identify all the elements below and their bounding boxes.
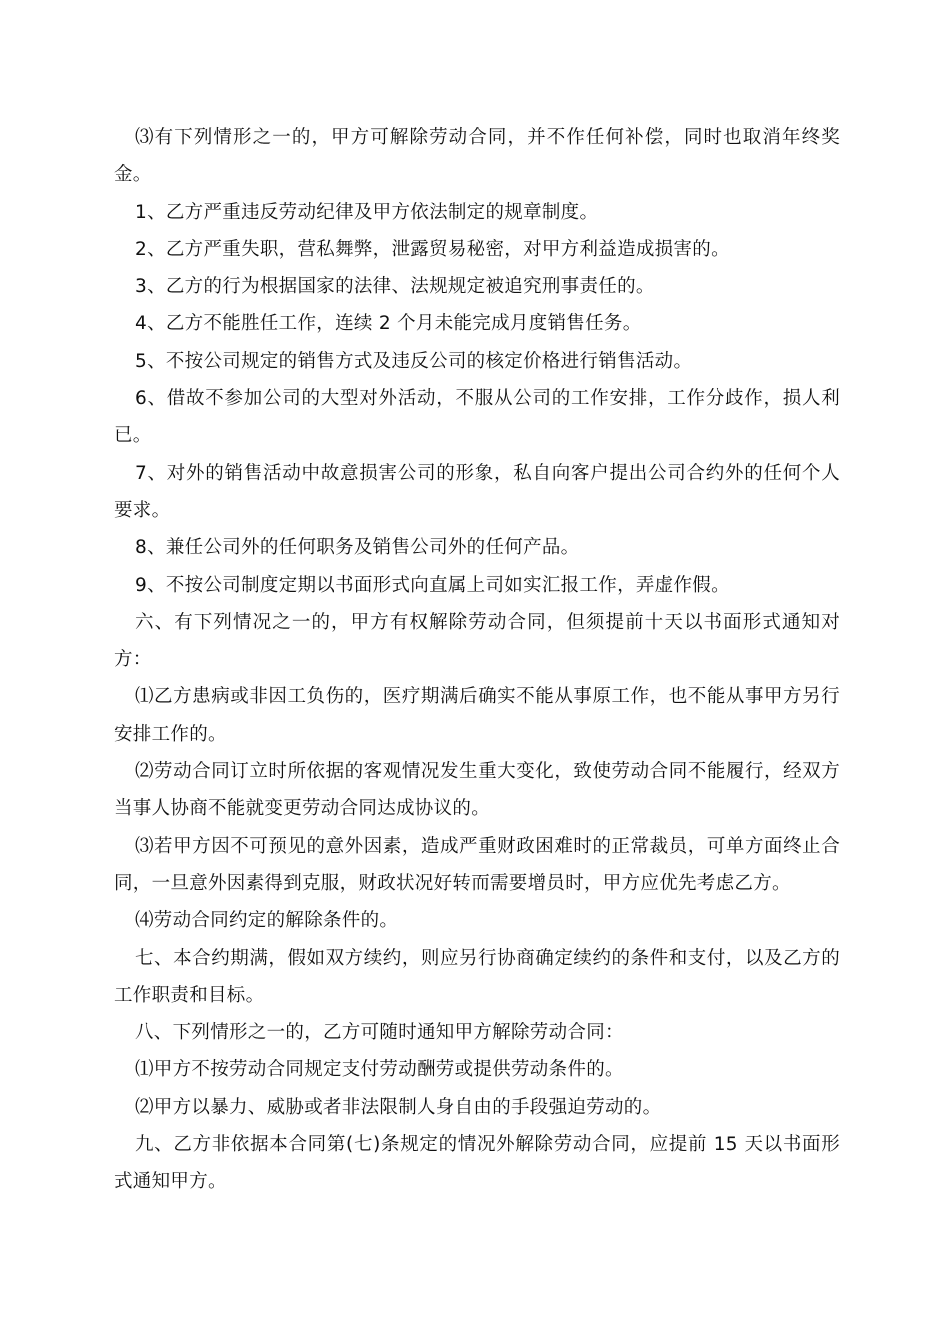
section-9-paragraph: 九、乙方非依据本合同第(七)条规定的情况外解除劳动合同，应提前 15 天以书面形式通知甲方。 — [114, 1134, 840, 1193]
clause-item-6: 6、借故不参加公司的大型对外活动，不服从公司的工作安排，工作分歧作，损人利已。 — [114, 388, 840, 447]
clause-item-3: 3、乙方的行为根据国家的法律、法规规定被追究刑事责任的。 — [135, 276, 655, 298]
document-body — [114, 119, 840, 1201]
clause-item-7: 7、对外的销售活动中故意损害公司的形象，私自向客户提出公司合约外的任何个人要求。 — [114, 462, 840, 521]
section-8-item-1: ⑴甲方不按劳动合同规定支付劳动酬劳或提供劳动条件的。 — [135, 1059, 624, 1081]
clause-item-1: 1、乙方严重违反劳动纪律及甲方依法制定的规章制度。 — [135, 201, 599, 223]
clause-item-2: 2、乙方严重失职，营私舞弊，泄露贸易秘密，对甲方利益造成损害的。 — [135, 238, 730, 260]
section-6-item-3: ⑶若甲方因不可预见的意外因素，造成严重财政困难时的正常裁员，可单方面终止合同，一旦意外因素得到克服，财政状况好转而需要增员时，甲方应优先考虑乙方。 — [114, 835, 840, 894]
section-7-paragraph: 七、本合约期满，假如双方续约，则应另行协商确定续约的条件和支付，以及乙方的工作职责和目标。 — [114, 947, 840, 1006]
section-6-heading: 六、有下列情况之一的，甲方有权解除劳动合同，但须提前十天以书面形式通知对方： — [114, 611, 840, 671]
section-6-item-4: ⑷劳动合同约定的解除条件的。 — [135, 910, 399, 932]
clause-item-5: 5、不按公司规定的销售方式及违反公司的核定价格进行销售活动。 — [135, 350, 693, 372]
section-8-heading: 八、下列情形之一的，乙方可随时通知甲方解除劳动合同： — [135, 1022, 624, 1044]
clause-item-9: 9、不按公司制度定期以书面形式向直属上司如实汇报工作，弄虚作假。 — [135, 574, 730, 596]
clause-item-4: 4、乙方不能胜任工作，连续 2 个月未能完成月度销售任务。 — [135, 313, 642, 335]
section-6-item-2: ⑵劳动合同订立时所依据的客观情况发生重大变化，致使劳动合同不能履行，经双方当事人协商不能就变更劳动合同达成协议的。 — [114, 761, 840, 820]
section-6-item-1: ⑴乙方患病或非因工负伤的，医疗期满后确实不能从事原工作，也不能从事甲方另行安排工作的。 — [114, 686, 840, 745]
section-8-item-2: ⑵甲方以暴力、威胁或者非法限制人身自由的手段强迫劳动的。 — [135, 1096, 662, 1118]
clause-3-termination-conditions: ⑶有下列情形之一的，甲方可解除劳动合同，并不作任何补偿，同时也取消年终奖金。 — [114, 127, 840, 186]
clause-item-8: 8、兼任公司外的任何职务及销售公司外的任何产品。 — [135, 537, 580, 559]
